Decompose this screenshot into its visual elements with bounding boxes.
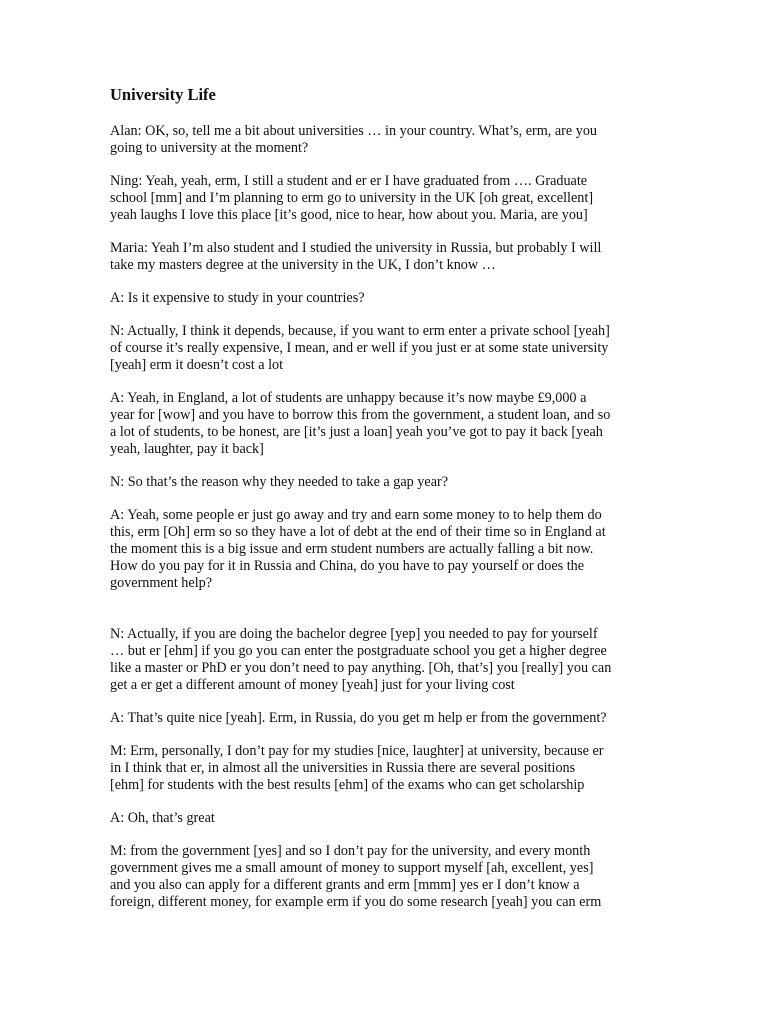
paragraph-ning-depends: N: Actually, I think it depends, because, if you want to erm enter a private school [yeah] of course it’s really expensive, I mean, and er well if you just er at some state university [yeah] erm it doesn’t cost a lot [110, 323, 610, 373]
paragraph-maria-scholarship: M: Erm, personally, I don’t pay for my studies [nice, laughter] at university, because er in I think that er, in almost all the universities in Russia there are several positions [ehm] for students with the best results [ehm] of the exams who can get scholarship [110, 743, 604, 793]
paragraph-alan-great: A: Oh, that’s great [110, 810, 215, 826]
paragraph-alan-debt: A: Yeah, some people er just go away and try and earn some money to to help them do this, erm [Oh] erm so so they have a lot of debt at the end of their time so in England at the moment this is a big issue and erm student numbers are actually falling a bit now. How do you pay for it in Russia and China, do you have to pay yourself or does the government help? [110, 507, 606, 591]
paragraph-ning-intro: Ning: Yeah, yeah, erm, I still a student and er er I have graduated from …. Graduate school [mm] and I’m planning to erm go to university in the UK [oh great, excellent] yeah laughs I love this place [it’s good, nice to hear, how about you. Maria, are you] [110, 173, 594, 223]
paragraph-question-expensive: A: Is it expensive to study in your countries? [110, 290, 365, 306]
paragraph-maria-intro: Maria: Yeah I’m also student and I studied the university in Russia, but probably I will take my masters degree at the university in the UK, I don’t know … [110, 240, 602, 273]
paragraph-ning-bachelor: N: Actually, if you are doing the bachelor degree [yep] you needed to pay for yourself … but er [ehm] if you go you can enter the postgraduate school you get a higher degree like a master or PhD er you don’t need to pay anything. [Oh, that’s] you [really] you can get a er get a different amount of money [yeah] just for your living cost [110, 626, 612, 693]
document-page [110, 84, 660, 927]
paragraph-alan-england: A: Yeah, in England, a lot of students are unhappy because it’s now maybe £9,000 a year for [wow] and you have to borrow this from the government, a student loan, and so a lot of students, to be honest, are [it’s just a loan] yeah you’ve got to pay it back [yeah yeah, laughter, pay it back] [110, 390, 611, 457]
paragraph-maria-government: M: from the government [yes] and so I don’t pay for the university, and every month government gives me a small amount of money to support myself [ah, excellent, yes] and you also can apply for a different grants and erm [mmm] yes er I don’t know a foreign, different money, for example erm if you do some research [yeah] you can erm [110, 843, 602, 910]
paragraph-alan-intro: Alan: OK, so, tell me a bit about universities … in your country. What’s, erm, are you going to university at the moment? [110, 123, 598, 156]
document-title: University Life [110, 85, 216, 104]
paragraph-alan-russia-question: A: That’s quite nice [yeah]. Erm, in Russia, do you get m help er from the government? [110, 710, 607, 726]
paragraph-ning-gap-year: N: So that’s the reason why they needed to take a gap year? [110, 474, 449, 490]
